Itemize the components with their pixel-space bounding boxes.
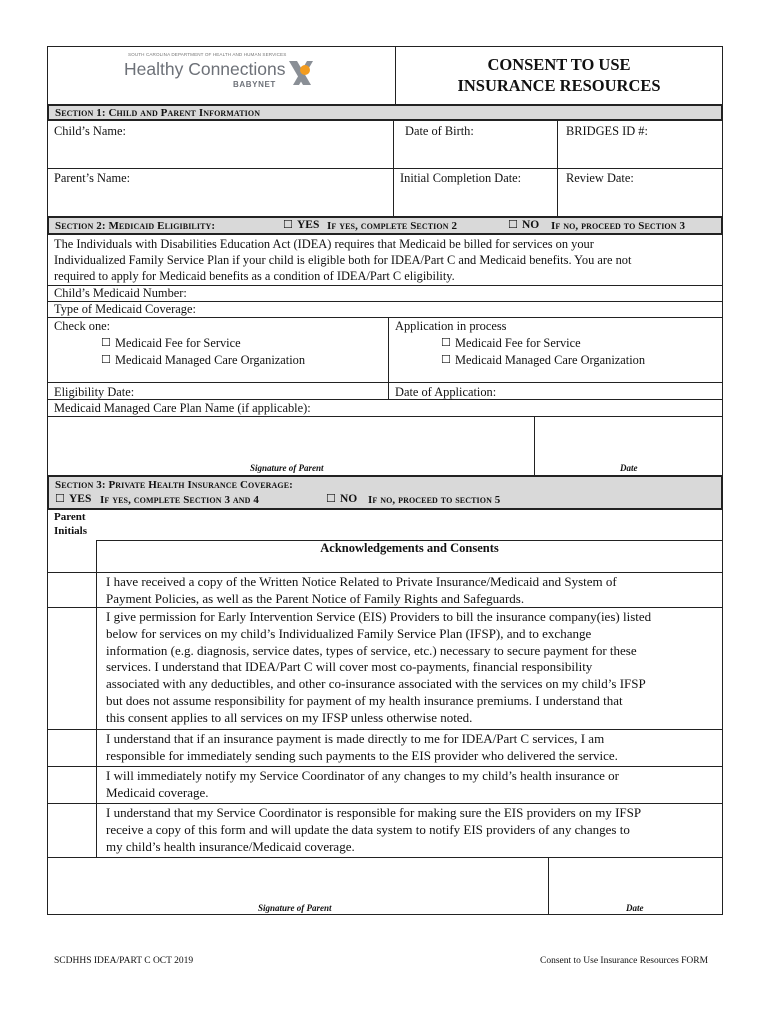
section1-heading: Section 1: Child and Parent Information bbox=[55, 107, 261, 119]
date-of-birth-label: Date of Birth: bbox=[405, 124, 474, 138]
app-mco-label: Medicaid Managed Care Organization bbox=[455, 353, 646, 367]
idea-paragraph-line2: Individualized Family Service Plan if your child is eligible both for IDEA/Part C and Medicaid benefits. You are not bbox=[54, 253, 632, 267]
ffs-label: Medicaid Fee for Service bbox=[115, 336, 241, 350]
date-of-application-label: Date of Application: bbox=[395, 385, 497, 399]
section3-yes-note: If yes, complete Section 3 and 4 bbox=[100, 494, 259, 506]
logo-x-icon bbox=[286, 57, 314, 91]
logo-top-text: SOUTH CAROLINA DEPARTMENT OF HEALTH AND HUMAN SERVICES bbox=[128, 52, 287, 57]
form-title-line1: CONSENT TO USE bbox=[487, 55, 631, 74]
medicaid-coverage-label: Type of Medicaid Coverage: bbox=[54, 302, 196, 316]
mco-label: Medicaid Managed Care Organization bbox=[115, 353, 306, 367]
section2-heading: Section 2: Medicaid Eligibility: bbox=[55, 220, 216, 232]
footer-right: Consent to Use Insurance Resources FORM bbox=[540, 956, 709, 966]
section2-no-note: If no, proceed to Section 3 bbox=[551, 220, 686, 232]
section1-header-bar bbox=[47, 104, 723, 121]
section2-date-label: Date bbox=[620, 463, 638, 473]
logo-name: Healthy Connections bbox=[124, 59, 286, 79]
section2-no-checkbox[interactable]: ☐ bbox=[508, 218, 518, 231]
footer-left: SCDHHS IDEA/PART C OCT 2019 bbox=[54, 956, 194, 966]
idea-paragraph-line1: The Individuals with Disabilities Education Act (IDEA) requires that Medicaid be billed for services on your bbox=[54, 237, 594, 251]
section2-yes-note: If yes, complete Section 2 bbox=[327, 220, 458, 232]
ffs-checkbox[interactable]: ☐ bbox=[101, 336, 111, 349]
mco-plan-name-label: Medicaid Managed Care Plan Name (if applicable): bbox=[54, 401, 311, 415]
initial-completion-label: Initial Completion Date: bbox=[400, 171, 522, 185]
eligibility-date-label: Eligibility Date: bbox=[54, 385, 135, 399]
ack-text: I will immediately notify my Service Coordinator of any changes to my child’s health insurance or Medicaid coverage. bbox=[106, 768, 620, 800]
section2-signature-label: Signature of Parent bbox=[250, 463, 324, 473]
review-date-label: Review Date: bbox=[566, 171, 634, 185]
section3-yes-checkbox[interactable]: ☐ bbox=[55, 492, 65, 505]
section3-no-checkbox[interactable]: ☐ bbox=[326, 492, 336, 505]
mco-checkbox[interactable]: ☐ bbox=[101, 353, 111, 366]
childs-name-label: Child’s Name: bbox=[54, 124, 126, 138]
form-border-top bbox=[47, 46, 723, 47]
ack-text: I give permission for Early Intervention Service (EIS) Providers to bill the insurance company(ies) listed below for services on my child’s Individualized Family Service Plan (IFSP), and to exchange information (e.g. diagnosis, service dates, types of service, etc.) necessary to secure payment for these services. I understand that IDEA/Part C will cover most co-payments, financial responsibility associated with any deductibles, and other co-insurance associated with the services on my child’s IFSP but does not assume responsibility for payment of my health insurance premiums. I understand that this consent applies to all services on my IFSP unless otherwise noted. bbox=[106, 609, 652, 725]
section2-yes-label: YES bbox=[297, 219, 320, 231]
section3-header-bar bbox=[47, 475, 723, 510]
medicaid-number-label: Child’s Medicaid Number: bbox=[54, 286, 187, 300]
section3-yes-label: YES bbox=[69, 493, 92, 505]
section2-header-bar bbox=[47, 216, 723, 235]
acknowledgements-heading: Acknowledgements and Consents bbox=[320, 541, 499, 555]
check-one-label: Check one: bbox=[54, 319, 111, 333]
parent-initials-label-1: Parent bbox=[54, 511, 86, 523]
form-title-line2: INSURANCE RESOURCES bbox=[457, 76, 661, 95]
application-in-process-label: Application in process bbox=[395, 319, 507, 333]
section3-date-label: Date bbox=[626, 903, 644, 913]
app-mco-checkbox[interactable]: ☐ bbox=[441, 353, 451, 366]
idea-paragraph-line3: required to apply for Medicaid benefits as a condition of IDEA/Part C eligibility. bbox=[54, 269, 455, 283]
section3-no-note: If no, proceed to section 5 bbox=[368, 494, 501, 506]
parent-initials-label-2: Initials bbox=[54, 525, 88, 537]
section3-no-label: NO bbox=[340, 493, 358, 505]
logo-sub: BABYNET bbox=[233, 80, 276, 89]
bridges-id-label: BRIDGES ID #: bbox=[566, 124, 648, 138]
section2-no-label: NO bbox=[522, 219, 540, 231]
app-ffs-label: Medicaid Fee for Service bbox=[455, 336, 581, 350]
section3-heading: Section 3: Private Health Insurance Coverage: bbox=[55, 479, 293, 491]
ack-text: I have received a copy of the Written Notice Related to Private Insurance/Medicaid and System of Payment Policies, as well as the Parent Notice of Family Rights and Safeguards. bbox=[106, 574, 617, 606]
app-ffs-checkbox[interactable]: ☐ bbox=[441, 336, 451, 349]
logo bbox=[120, 52, 330, 97]
section3-signature-label: Signature of Parent bbox=[258, 903, 332, 913]
section2-yes-checkbox[interactable]: ☐ bbox=[283, 218, 293, 231]
ack-text: I understand that my Service Coordinator is responsible for making sure the EIS providers on my IFSP receive a copy of this form and will update the data system to notify EIS providers of any changes to my child’s health insurance/Medicaid coverage. bbox=[106, 805, 642, 854]
ack-text: I understand that if an insurance payment is made directly to me for IDEA/Part C services, I am responsible for immediately sending such payments to the EIS provider who delivered the service. bbox=[106, 731, 618, 763]
parents-name-label: Parent’s Name: bbox=[54, 171, 131, 185]
